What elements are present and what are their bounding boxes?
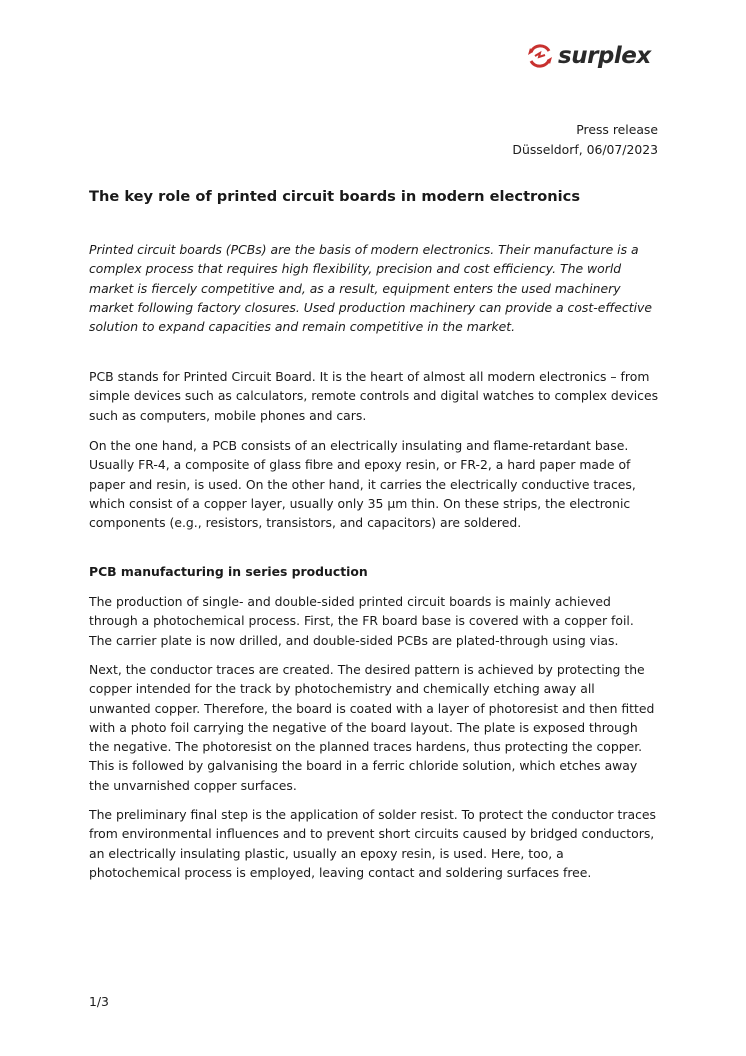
page-number: 1/3 — [89, 994, 109, 1009]
section-paragraph: The production of single- and double-sided printed circuit boards is mainly achieved through a photochemical process. First, the FR board base is covered with a copper foil. The carrier plate is now drilled, and double-sided PCBs are plated-through using vias. — [89, 594, 634, 648]
body-paragraph: PCB stands for Printed Circuit Board. It is the heart of almost all modern electronics – from simple devices such as calculators, remote controls and digital watches to complex devices such as computers, mobile phones and cars. — [89, 369, 659, 423]
section-heading: PCB manufacturing in series production — [89, 564, 368, 579]
section-paragraph: Next, the conductor traces are created. The desired pattern is achieved by protecting the copper intended for the track by photochemistry and chemically etching away all unwanted copper. Therefore, the board is coated with a layer of photoresist and then fitted with a photo foil carrying the negative of the board layout. The plate is exposed through the negative. The photoresist on the planned traces hardens, thus protecting the copper. This is followed by galvanising the board in a ferric chloride solution, which etches away the unvarnished copper surfaces. — [89, 662, 655, 793]
release-header — [512, 120, 658, 159]
page-title: The key role of printed circuit boards in modern electronics — [89, 188, 580, 205]
place-date: Düsseldorf, 06/07/2023 — [512, 141, 658, 157]
body-paragraph: On the one hand, a PCB consists of an electrically insulating and flame-retardant base. Usually FR-4, a composite of glass fibre and epoxy resin, or FR-2, a hard paper made of paper and resin, is used. On the other hand, it carries the electrically conductive traces, which consist of a copper layer, usually only 35 µm thin. On these strips, the electronic components (e.g., resistors, transistors, and capacitors) are soldered. — [89, 438, 636, 531]
logo-text: surplex — [558, 43, 651, 69]
intro-paragraph: Printed circuit boards (PCBs) are the basis of modern electronics. Their manufacture is a complex process that requires high flexibility, precision and cost efficiency. The world market is fiercely competitive and, as a result, equipment enters the used machinery market following factory closures. Used production machinery can provide a cost-effective solution to expand capacities and remain competitive in the market. — [89, 242, 652, 335]
surplex-logo-icon — [526, 42, 554, 70]
release-type: Press release — [576, 122, 658, 137]
section-paragraph: The preliminary final step is the application of solder resist. To protect the conductor traces from environmental influences and to prevent short circuits caused by bridged conductors, an electrically insulating plastic, usually an epoxy resin, is used. Here, too, a photochemical process is employed, leaving contact and soldering surfaces free. — [89, 807, 656, 880]
surplex-logo — [526, 42, 651, 70]
